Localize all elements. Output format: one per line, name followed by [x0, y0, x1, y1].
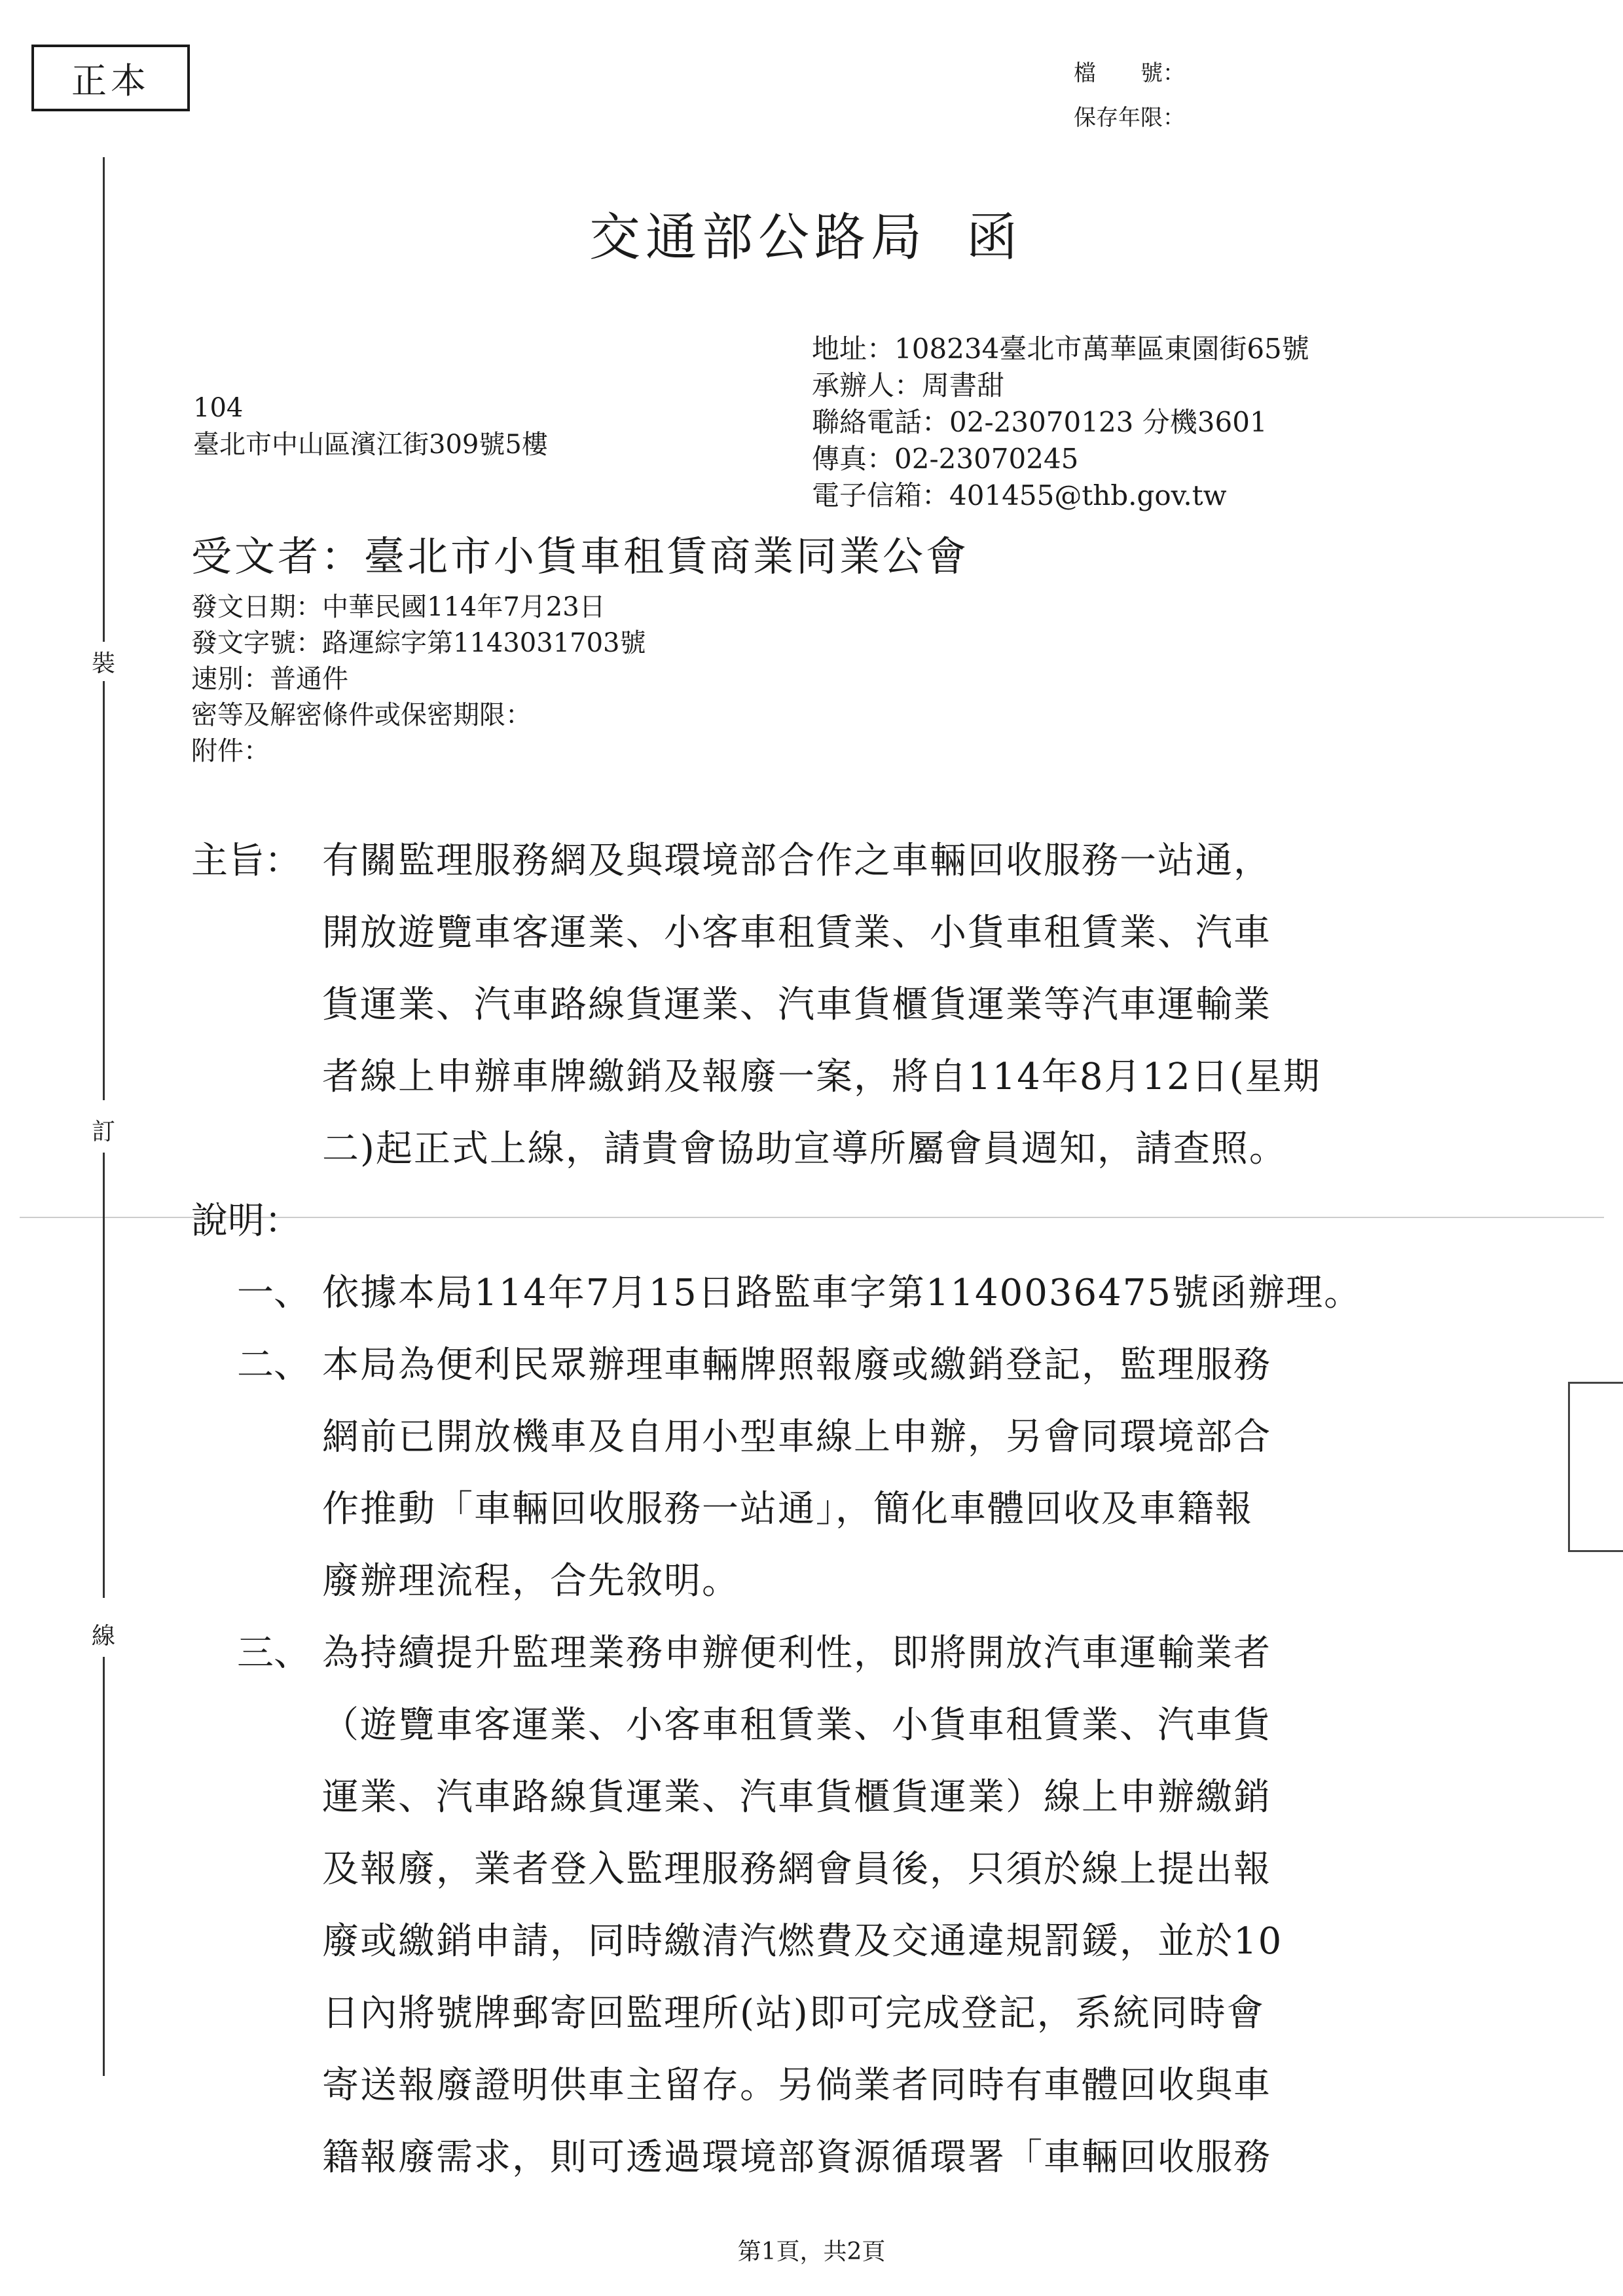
item-line: 寄送報廢證明供車主留存。另倘業者同時有車體回收與車: [322, 2064, 1271, 2107]
item-line: 本局為便利民眾辦理車輛牌照報廢或繳銷登記，監理服務: [322, 1344, 1271, 1386]
sender-email: 電子信箱：401455@thb.gov.tw: [812, 479, 1227, 511]
recipient-address: [193, 390, 548, 463]
binding-mark-ding: 訂: [92, 1119, 116, 1145]
subject-label: 主旨：: [191, 840, 301, 882]
document-meta: [191, 589, 646, 769]
issue-number: 發文字號：路運綜字第1143031703號: [191, 628, 646, 658]
document-body: [191, 825, 1435, 2194]
sender-phone: 聯絡電話：02-23070123 分機3601: [812, 406, 1267, 438]
file-meta: [1074, 51, 1185, 140]
original-copy-stamp: 正本: [31, 45, 190, 111]
item-line: 廢辦理流程，合先敘明。: [322, 1560, 740, 1602]
receiver: 受文者：臺北市小貨車租賃商業同業公會: [191, 532, 970, 580]
item-line: （遊覽車客運業、小客車租賃業、小貨車租賃業、汽車貨: [322, 1704, 1271, 1747]
retention-label: 保存年限：: [1074, 105, 1185, 131]
edge-seal: [1568, 1382, 1623, 1552]
attachment: 附件：: [191, 736, 270, 766]
subject-line: 開放遊覽車客運業、小客車租賃業、小貨車租賃業、汽車: [322, 912, 1271, 954]
secrecy-level: 密等及解密條件或保密期限：: [191, 700, 532, 730]
item-number: 三、: [237, 1632, 310, 1675]
binding-line: [103, 1657, 105, 2076]
description-item: [191, 1329, 1435, 1618]
item-line: 廢或繳銷申請，同時繳清汽燃費及交通違規罰鍰，並於10: [322, 1920, 1283, 1963]
description-label: 說明：: [191, 1200, 301, 1242]
item-line: 作推動「車輛回收服務一站通」，簡化車體回收及車籍報: [322, 1488, 1253, 1530]
subject-line: 貨運業、汽車路線貨運業、汽車貨櫃貨運業等汽車運輸業: [322, 984, 1271, 1026]
subject-line: 者線上申辦車牌繳銷及報廢一案，將自114年8月12日(星期: [322, 1056, 1321, 1098]
binding-line: [103, 157, 105, 642]
item-line: 運業、汽車路線貨運業、汽車貨櫃貨運業）線上申辦繳銷: [322, 1776, 1271, 1819]
file-number-label: 檔 號：: [1074, 60, 1185, 86]
item-line: 籍報廢需求，則可透過環境部資源循環署「車輛回收服務: [322, 2136, 1271, 2179]
recipient-street: 臺北市中山區濱江街309號5樓: [193, 430, 548, 460]
item-line: 網前已開放機車及自用小型車線上申辦，另會同環境部合: [322, 1416, 1271, 1458]
binding-line: [103, 1153, 105, 1598]
item-line: 依據本局114年7月15日路監車字第1140036475號函辦理。: [322, 1272, 1362, 1314]
item-number: 一、: [237, 1272, 310, 1314]
description-item: [191, 1618, 1435, 2194]
item-line: 為持續提升監理業務申辦便利性，即將開放汽車運輸業者: [322, 1632, 1271, 1675]
description-section: [191, 1185, 1435, 2194]
binding-line: [103, 681, 105, 1100]
sender-address: 地址：108234臺北市萬華區東園街65號: [812, 333, 1309, 365]
postal-code: 104: [193, 393, 244, 423]
agency-name: 交通部公路局: [589, 208, 928, 267]
description-item: [191, 1257, 1435, 1329]
item-line: 日內將號牌郵寄回監理所(站)即可完成登記，系統同時會: [322, 1992, 1265, 2035]
document-title: [589, 196, 1023, 270]
item-line: 及報廢，業者登入監理服務網會員後，只須於線上提出報: [322, 1848, 1271, 1891]
binding-mark-zhuang: 裝: [92, 650, 116, 677]
issue-date: 發文日期：中華民國114年7月23日: [191, 592, 606, 622]
sender-fax: 傳真：02-23070245: [812, 443, 1079, 475]
document-type: 函: [966, 208, 1023, 267]
item-number: 二、: [237, 1344, 310, 1386]
subject-line: 二)起正式上線，請貴會協助宣導所屬會員週知，請查照。: [322, 1128, 1287, 1170]
sender-info: [812, 331, 1309, 514]
binding-mark-xian: 線: [92, 1623, 116, 1650]
speed-class: 速別：普通件: [191, 664, 348, 694]
subject-line: 有關監理服務網及與環境部合作之車輛回收服務一站通，: [322, 840, 1271, 882]
subject-section: [191, 825, 1435, 1185]
sender-contact: 承辦人：周書甜: [812, 369, 1005, 401]
page-footer: 第1頁，共2頁: [737, 2238, 886, 2265]
